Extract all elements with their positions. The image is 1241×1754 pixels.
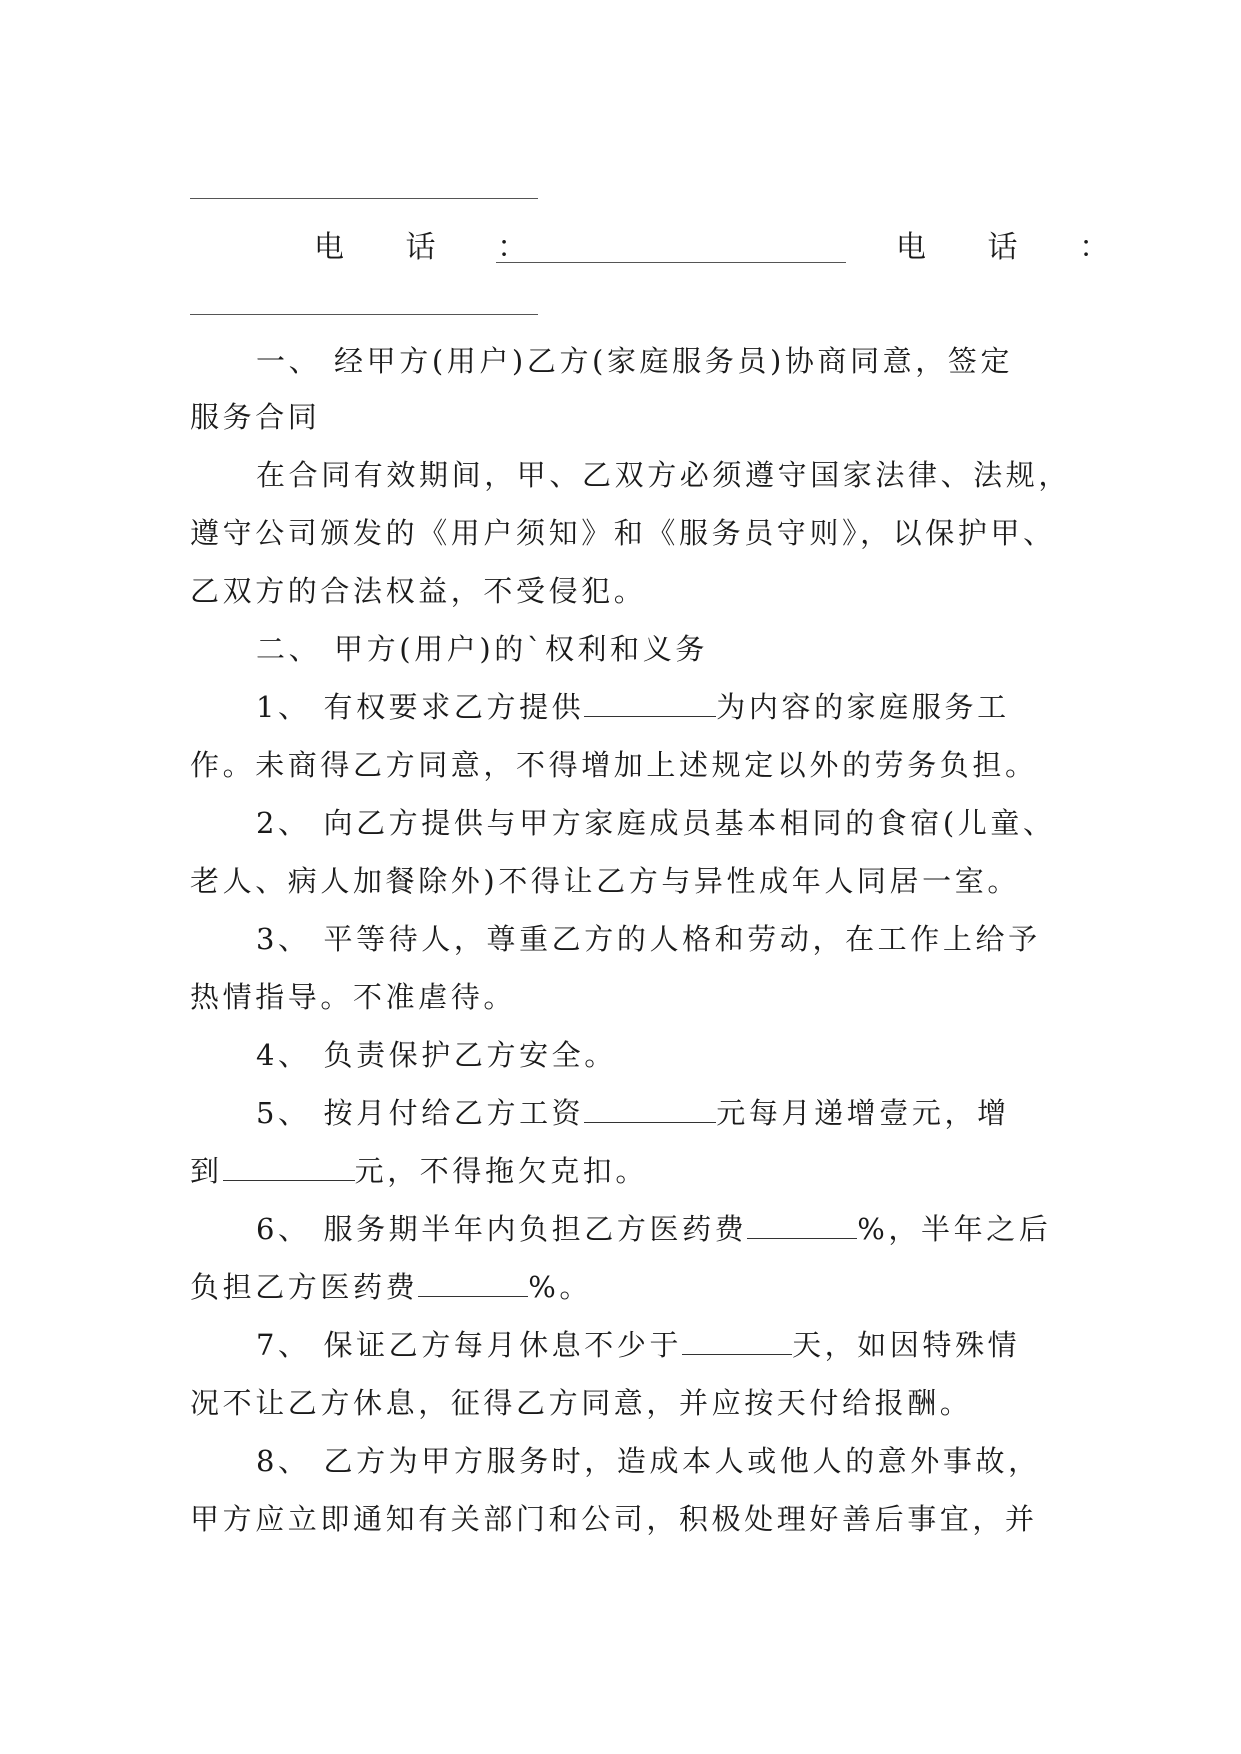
item6-text-c: 负担乙方医药费 <box>190 1270 419 1304</box>
item3-line1: 3、 平等待人，尊重乙方的人格和劳动，在工作上给予 <box>256 922 1041 956</box>
phone-label-left: 电 话 ： <box>314 230 554 265</box>
item1-line1 <box>256 687 1050 727</box>
para2-line2: 遵守公司颁发的《用户须知》和《服务员守则》，以保护甲、 <box>190 516 1056 550</box>
item5-text-c: 到 <box>190 1154 223 1188</box>
item5-line1 <box>256 1093 1050 1133</box>
phone-label-right: 电 话 ： <box>896 230 1136 265</box>
blank-line-top <box>190 198 538 199</box>
item5-line2 <box>190 1151 1050 1191</box>
item5-text-d: 元，不得拖欠克扣。 <box>354 1154 649 1188</box>
item6-blank-first <box>747 1212 857 1239</box>
item1-blank <box>584 690 716 717</box>
section1-line1: 一、 经甲方(用户)乙方(家庭服务员)协商同意，签定 <box>256 344 1014 378</box>
item7-blank-days <box>682 1328 792 1355</box>
item6-text-a: 6、 服务期半年内负担乙方医药费 <box>256 1212 748 1246</box>
item1-text-b: 为内容的家庭服务工 <box>716 690 1010 724</box>
item4-line1: 4、 负责保护乙方安全。 <box>256 1038 617 1072</box>
item6-text-d: %。 <box>528 1270 592 1304</box>
item7-line1 <box>256 1325 1050 1365</box>
phone-blank-right <box>190 314 538 315</box>
phone-row <box>190 222 1136 272</box>
item1-text-a: 1、 有权要求乙方提供 <box>256 690 585 724</box>
item2-line1: 2、 向乙方提供与甲方家庭成员基本相同的食宿(儿童、 <box>256 806 1056 840</box>
item5-blank-max <box>223 1154 355 1181</box>
item7-text-a: 7、 保证乙方每月休息不少于 <box>256 1328 683 1362</box>
item5-blank-salary <box>584 1096 716 1123</box>
item1-line2: 作。未商得乙方同意，不得增加上述规定以外的劳务负担。 <box>190 748 1038 782</box>
phone-blank-left <box>496 262 846 263</box>
item6-line1 <box>256 1209 1050 1249</box>
item6-line2 <box>190 1267 1050 1307</box>
item5-text-a: 5、 按月付给乙方工资 <box>256 1096 585 1130</box>
item6-blank-second <box>418 1270 528 1297</box>
section2-title: 二、 甲方(用户)的`权利和义务 <box>256 632 708 666</box>
section1-line2: 服务合同 <box>190 400 321 434</box>
para2-line3: 乙双方的合法权益，不受侵犯。 <box>190 574 647 608</box>
item5-text-b: 元每月递增壹元，增 <box>716 1096 1010 1130</box>
item3-line2: 热情指导。不准虐待。 <box>190 980 517 1014</box>
item7-line2: 况不让乙方休息，征得乙方同意，并应按天付给报酬。 <box>190 1386 973 1420</box>
para2-line1: 在合同有效期间，甲、乙双方必须遵守国家法律、法规， <box>256 458 1072 492</box>
item8-line2: 甲方应立即通知有关部门和公司，积极处理好善后事宜，并 <box>190 1502 1038 1536</box>
item8-line1: 8、 乙方为甲方服务时，造成本人或他人的意外事故， <box>256 1444 1041 1478</box>
item2-line2: 老人、病人加餐除外)不得让乙方与异性成年人同居一室。 <box>190 864 1020 898</box>
item7-text-b: 天，如因特殊情 <box>792 1328 1021 1362</box>
item6-text-b: %，半年之后 <box>857 1212 1052 1246</box>
